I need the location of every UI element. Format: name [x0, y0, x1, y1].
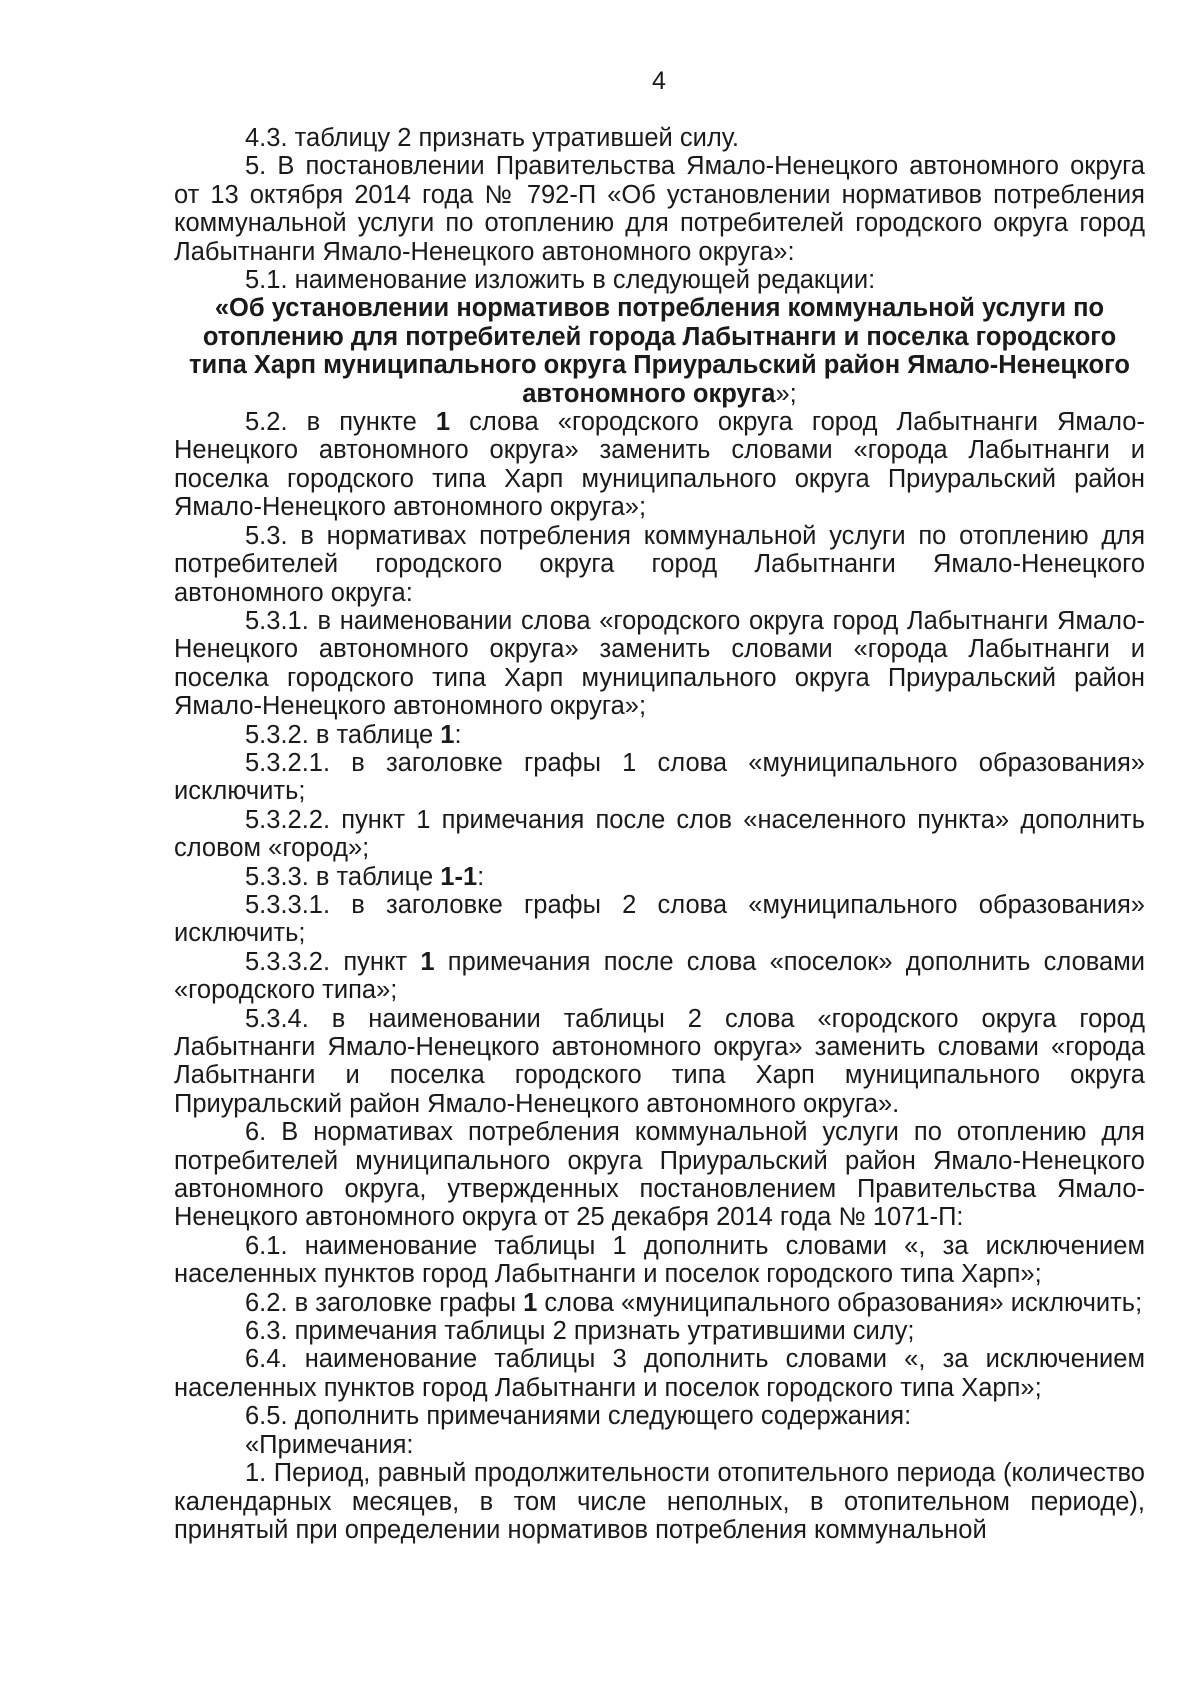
new-title [174, 294, 1145, 408]
new-title-text: «Об установлении нормативов потребления коммунальной услуги по отоплению для потребителей города Лабытнанги и поселка городского типа Харп муниципального округа Приуральский район Ямало-Ненецкого автономного округа [189, 294, 1130, 408]
paragraph-5-3-2-2: 5.3.2.2. пункт 1 примечания после слов «населенного пункта» дополнить словом «город»; [174, 805, 1145, 863]
paragraph-5-3-3-2-number: 1 [420, 947, 435, 976]
paragraph-6-2-start: 6.2. в заголовке графы [245, 1288, 524, 1317]
paragraph-5-3-3-1: 5.3.3.1. в заголовке графы 2 слова «муниципального образования» исключить; [174, 890, 1145, 948]
paragraph-5-3-3-2-end: примечания после слова «поселок» дополнить словами «городского типа»; [174, 947, 1145, 1005]
paragraph-5-3-2-end: : [454, 720, 462, 749]
paragraph-5-3-3-2-start: 5.3.3.2. пункт [245, 947, 421, 976]
page-number: 4 [652, 67, 666, 95]
paragraph-5-2 [174, 408, 1145, 522]
paragraph-5-3-4: 5.3.4. в наименовании таблицы 2 слова «городского округа город Лабытнанги Ямало-Ненецкого автономного округа» заменить словами «города Лабытнанги и поселка городского типа Харп муниципального округа Приуральский район Ямало-Ненецкого автономного округа». [174, 1004, 1145, 1118]
paragraph-5-2-start: 5.2. в пункте [245, 408, 436, 437]
document-body [174, 124, 1145, 1544]
paragraph-5-3-3-2 [174, 948, 1145, 1005]
paragraph-5-3: 5.3. в нормативах потребления коммунальной услуги по отоплению для потребителей городского округа город Лабытнанги Ямало-Ненецкого автономного округа: [174, 521, 1145, 607]
paragraph-5-3-3 [174, 863, 1145, 891]
note-1: 1. Период, равный продолжительности отопительного периода (количество календарных месяцев, в том числе неполных, в отопительном периоде), принятый при определении нормативов потребления коммунальной [174, 1459, 1145, 1544]
paragraph-5-3-3-end: : [477, 862, 485, 891]
paragraph-5-3-2-1: 5.3.2.1. в заголовке графы 1 слова «муниципального образования» исключить; [174, 748, 1145, 806]
paragraph-6-4: 6.4. наименование таблицы 3 дополнить словами «, за исключением населенных пунктов город Лабытнанги и поселок городского типа Харп»; [174, 1345, 1145, 1402]
paragraph-4-3: 4.3. таблицу 2 признать утратившей силу. [245, 124, 739, 152]
paragraph-5-3-3-start: 5.3.3. в таблице [245, 862, 441, 891]
paragraph-5-1: 5.1. наименование изложить в следующей редакции: [245, 266, 876, 295]
paragraph-6-5: 6.5. дополнить примечаниями следующего содержания: [245, 1402, 912, 1431]
notes-heading: «Примечания: [245, 1430, 414, 1459]
new-title-tail: »; [775, 379, 797, 408]
paragraph-6: 6. В нормативах потребления коммунальной услуги по отоплению для потребителей муниципального округа Приуральский район Ямало-Ненецкого автономного округа, утвержденных постановлением Правительства Ямало-Ненецкого автономного округа от 25 декабря 2014 года № 1071-П: [174, 1118, 1145, 1232]
paragraph-6-1: 6.1. наименование таблицы 1 дополнить словами «, за исключением населенных пунктов город Лабытнанги и поселок городского типа Харп»; [174, 1231, 1145, 1289]
paragraph-5-2-end: слова «городского округа город Лабытнанги Ямало-Ненецкого автономного округа» заменить словами «города Лабытнанги и поселка городского типа Харп муниципального округа Приуральский район Ямало-Ненецкого автономного округа»; [174, 408, 1145, 522]
paragraph-6-2 [174, 1289, 1145, 1317]
paragraph-5-3-2 [174, 721, 1145, 749]
paragraph-5-2-number: 1 [435, 408, 451, 437]
paragraph-5-3-2-number: 1 [440, 720, 455, 749]
paragraph-5-3-1: 5.3.1. в наименовании слова «городского округа город Лабытнанги Ямало-Ненецкого автономного округа» заменить словами «города Лабытнанги и поселка городского типа Харп муниципального округа Приуральский район Ямало-Ненецкого автономного округа»; [174, 606, 1145, 721]
paragraph-6-2-end: слова «муниципального образования» исключить; [537, 1288, 1143, 1317]
paragraph-5: 5. В постановлении Правительства Ямало-Ненецкого автономного округа от 13 октября 2014 года № 792-П «Об установлении нормативов потребления коммунальной услуги по отоплению для потребителей городского округа город Лабытнанги Ямало-Ненецкого автономного округа»: [174, 152, 1145, 266]
paragraph-5-3-3-number: 1-1 [440, 862, 478, 891]
paragraph-5-3-2-start: 5.3.2. в таблице [245, 720, 441, 749]
paragraph-6-3: 6.3. примечания таблицы 2 признать утратившими силу; [245, 1317, 915, 1346]
paragraph-6-2-number: 1 [523, 1288, 538, 1317]
